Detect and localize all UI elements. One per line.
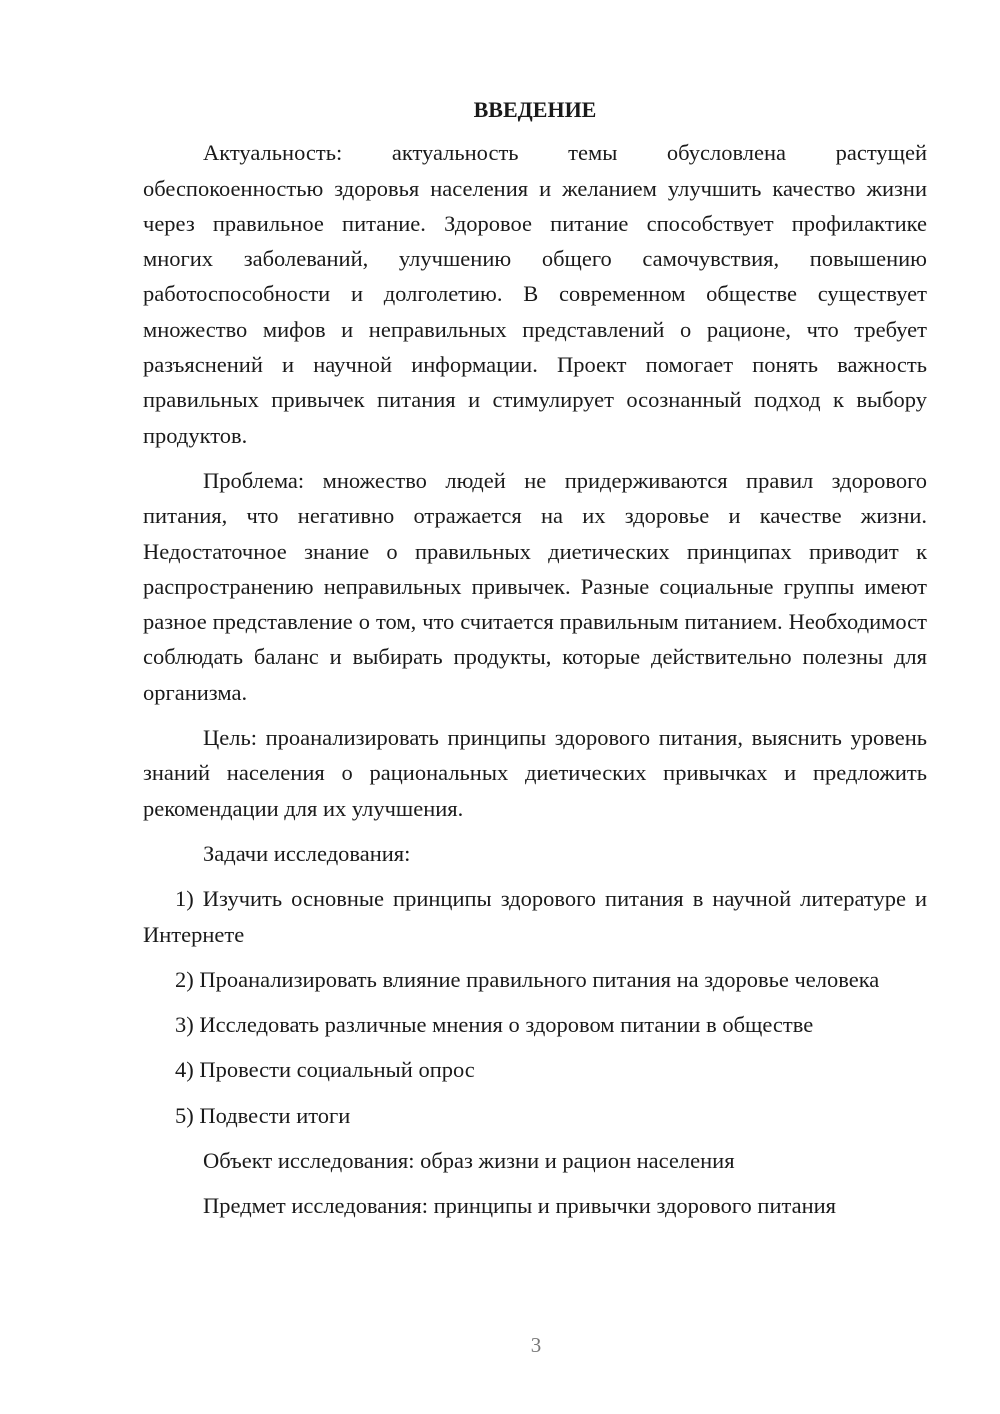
goal-paragraph: Цель: проанализировать принципы здорового питания, выяснить уровень знаний населения о рациональных диетических привычках и предложить рекомендации для их улучшения. bbox=[143, 725, 927, 821]
relevance-paragraph: Актуальность: актуальность темы обусловлена растущей обеспокоенностью здоровья населения и желанием улучшить качество жизни через правильное питание. Здоровое питание способствует профилактике многих заболеваний, улучшению общего самочувствия, повышению работоспособности и долголетию. В современном обществе существует множество мифов и неправильных представлений о рационе, что требует разъяснений и научной информации. Проект помогает понять важность правильных привычек питания и стимулирует осознанный подход к выбору продуктов. bbox=[143, 140, 927, 448]
task-item-4: 4) Провести социальный опрос bbox=[175, 1057, 475, 1083]
page-number: 3 bbox=[530, 1333, 542, 1357]
task-item-1: 1) Изучить основные принципы здорового питания в научной литературе и Интернете bbox=[143, 886, 927, 947]
task-item-3: 3) Исследовать различные мнения о здоровом питании в обществе bbox=[175, 1012, 814, 1038]
problem-paragraph: Проблема: множество людей не придерживаются правил здорового питания, что негативно отражается на их здоровье и качестве жизни. Недостаточное знание о правильных диетических принципах приводит к распространению неправильных привычек. Разные социальные группы имеют разное представление о том, что считается правильным питанием. Необходимост соблюдать баланс и выбирать продукты, которые действительно полезны для организма. bbox=[143, 467, 927, 705]
task-item-2: 2) Проанализировать влияние правильного питания на здоровье человека bbox=[175, 966, 880, 992]
tasks-heading: Задачи исследования: bbox=[203, 840, 411, 866]
page-content bbox=[143, 92, 927, 1234]
research-object: Объект исследования: образ жизни и рацион населения bbox=[203, 1148, 735, 1174]
research-subject: Предмет исследования: принципы и привычки здорового питания bbox=[203, 1193, 837, 1219]
task-item-5: 5) Подвести итоги bbox=[175, 1102, 351, 1128]
section-title: ВВЕДЕНИЕ bbox=[473, 97, 597, 122]
